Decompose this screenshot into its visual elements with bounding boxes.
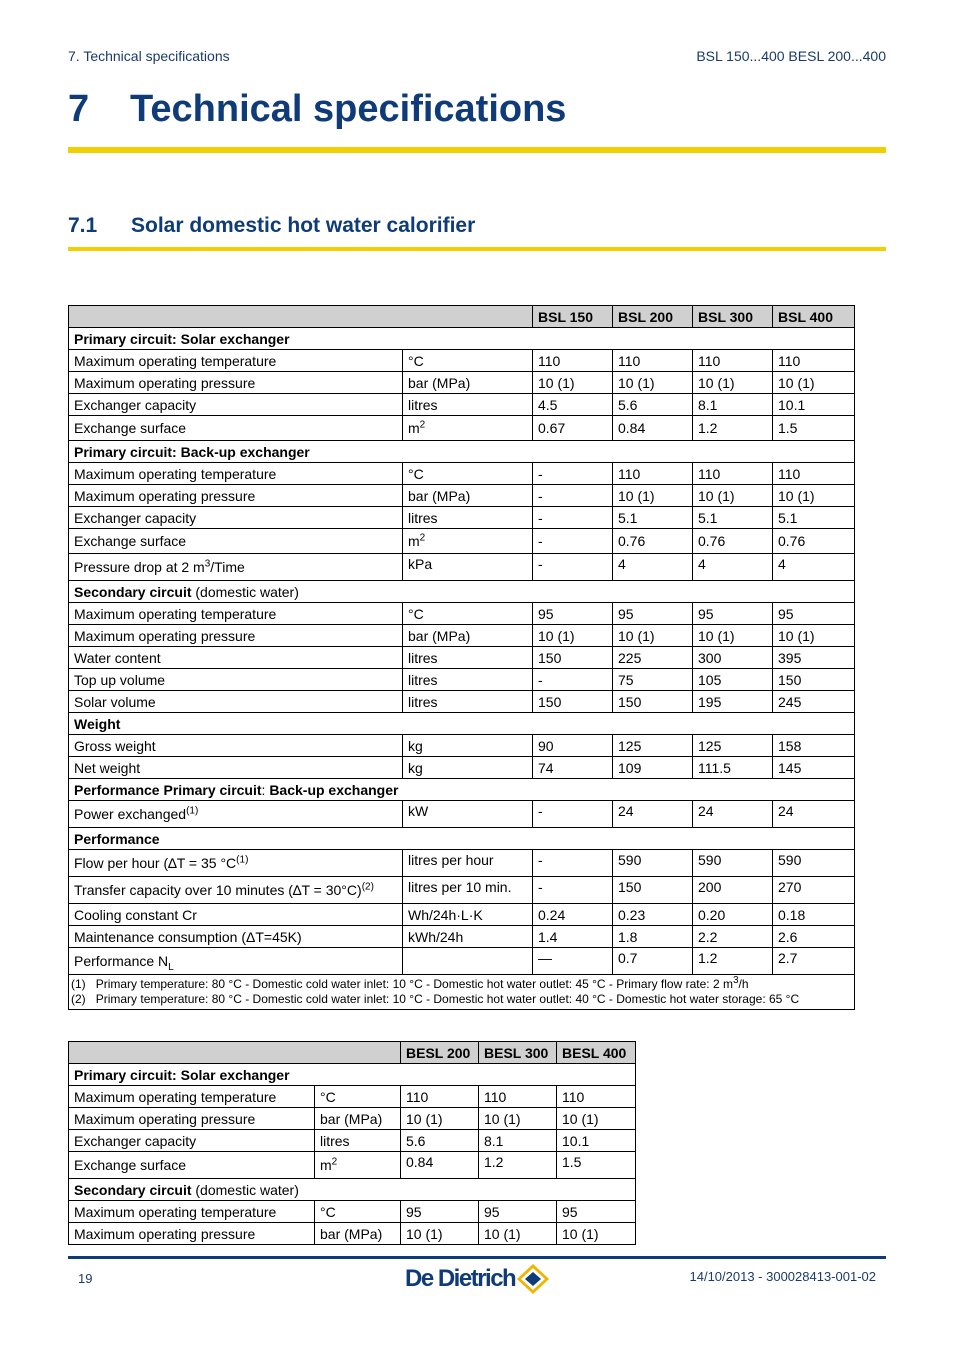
table-row — [69, 1086, 636, 1108]
table-cell: 590 — [613, 850, 693, 877]
table-cell: 5.6 — [613, 394, 693, 416]
table-cell: 0.84 — [401, 1152, 479, 1179]
footnote-ref: (1) — [186, 805, 199, 817]
table-cell: 95 — [693, 603, 773, 625]
table-cell: 75 — [613, 669, 693, 691]
table-cell — [69, 801, 403, 828]
table-cell: Net weight — [69, 757, 403, 779]
table-row — [69, 1108, 636, 1130]
table-cell: 1.8 — [613, 926, 693, 948]
table-cell: Exchanger capacity — [69, 507, 403, 529]
table-cell: 150 — [533, 691, 613, 713]
footnotes-cell — [69, 975, 855, 1010]
table-cell: Maximum operating temperature — [69, 1086, 315, 1108]
table-cell: - — [533, 801, 613, 828]
table-cell: 24 — [773, 801, 855, 828]
table-cell: 8.1 — [479, 1130, 557, 1152]
section-label-c: Back-up exchanger — [269, 781, 399, 798]
section-label-bold: Secondary circuit — [74, 583, 192, 600]
section-label-colon: : — [261, 781, 270, 798]
table-cell: Top up volume — [69, 669, 403, 691]
table-cell — [403, 948, 533, 975]
table-cell: kPa — [403, 554, 533, 581]
delta-symbol: ∆ — [292, 882, 302, 898]
table-row — [69, 926, 855, 948]
table-cell: 10 (1) — [479, 1108, 557, 1130]
table-row — [69, 485, 855, 507]
table-cell: litres — [403, 394, 533, 416]
document-reference: 14/10/2013 - 300028413-001-02 — [689, 1269, 876, 1284]
table-cell: bar (MPa) — [403, 485, 533, 507]
table-cell: 200 — [693, 877, 773, 904]
table-cell: Maximum operating temperature — [69, 463, 403, 485]
section-label: Weight — [69, 713, 855, 735]
table-cell: 109 — [613, 757, 693, 779]
table-cell: - — [533, 463, 613, 485]
table-cell: litres — [403, 669, 533, 691]
table-cell — [69, 850, 403, 877]
table-cell: litres — [403, 647, 533, 669]
label-tail: T = 30°C) — [301, 882, 362, 898]
table-cell: 10 (1) — [693, 625, 773, 647]
table-cell: 10 (1) — [613, 485, 693, 507]
superscript: 2 — [419, 532, 426, 544]
col-header: BESL 200 — [401, 1042, 479, 1064]
table-row — [69, 850, 855, 877]
superscript: 2 — [331, 1156, 338, 1168]
table-row — [69, 372, 855, 394]
table-cell: litres — [403, 507, 533, 529]
section-label-bold: Secondary circuit — [74, 1181, 192, 1198]
table-cell: 110 — [557, 1086, 636, 1108]
header-blank-cell — [69, 1042, 401, 1064]
table-cell: 145 — [773, 757, 855, 779]
footnote-number: (1) — [71, 977, 86, 991]
section-row — [69, 581, 855, 603]
col-header: BESL 300 — [479, 1042, 557, 1064]
table-row — [69, 603, 855, 625]
table-cell: 10 (1) — [693, 372, 773, 394]
table-cell: Maximum operating pressure — [69, 625, 403, 647]
table-cell: °C — [315, 1201, 401, 1223]
table-cell: - — [533, 669, 613, 691]
section-row — [69, 441, 855, 463]
table-cell: 590 — [693, 850, 773, 877]
table-cell: °C — [403, 603, 533, 625]
table-row — [69, 554, 855, 581]
table-cell: Exchange surface — [69, 529, 403, 554]
table-cell: 395 — [773, 647, 855, 669]
table-cell: - — [533, 877, 613, 904]
table-row — [69, 350, 855, 372]
table-row — [69, 1223, 636, 1245]
table-cell: 110 — [773, 463, 855, 485]
table-cell: 0.20 — [693, 904, 773, 926]
table-cell: Exchange surface — [69, 416, 403, 441]
table-cell: 95 — [401, 1201, 479, 1223]
section-row — [69, 779, 855, 801]
table-header-row — [69, 306, 855, 328]
table-cell: 270 — [773, 877, 855, 904]
superscript: 2 — [419, 419, 426, 431]
table-cell: 95 — [533, 603, 613, 625]
table-cell: 110 — [693, 350, 773, 372]
section-label: Primary circuit: Back-up exchanger — [69, 441, 855, 463]
table-cell: 111.5 — [693, 757, 773, 779]
col-header: BSL 200 — [613, 306, 693, 328]
table-cell: Maximum operating temperature — [69, 603, 403, 625]
table-cell: 590 — [773, 850, 855, 877]
section-label-rest: (domestic water) — [191, 1181, 299, 1198]
unit-text: m — [408, 533, 420, 549]
table-cell: - — [533, 507, 613, 529]
table-cell: 10 (1) — [479, 1223, 557, 1245]
running-header-chapter: 7. Technical specifications — [68, 48, 230, 64]
table-cell: 150 — [533, 647, 613, 669]
table-cell: Maximum operating temperature — [69, 350, 403, 372]
table-cell: 0.84 — [613, 416, 693, 441]
table-row — [69, 463, 855, 485]
table-cell: 150 — [773, 669, 855, 691]
table-cell: Maximum operating pressure — [69, 1223, 315, 1245]
table-cell: 195 — [693, 691, 773, 713]
table-cell: 95 — [557, 1201, 636, 1223]
table-cell: 1.2 — [693, 416, 773, 441]
table-cell: 110 — [773, 350, 855, 372]
table-cell — [403, 416, 533, 441]
footnote-text: Primary temperature: 80 °C - Domestic cold water inlet: 10 °C - Domestic hot water outlet: 45 °C - Primary flow rate: 2 m — [95, 977, 733, 991]
table-cell: Exchange surface — [69, 1152, 315, 1179]
table-cell: - — [533, 850, 613, 877]
table-cell: 1.5 — [557, 1152, 636, 1179]
table-cell: bar (MPa) — [403, 372, 533, 394]
footnote-tail: /h — [738, 977, 749, 991]
table-cell: Solar volume — [69, 691, 403, 713]
table-cell: °C — [403, 350, 533, 372]
section-row — [69, 328, 855, 350]
table-cell: 2.6 — [773, 926, 855, 948]
section-heading — [68, 214, 475, 238]
table-cell: 5.1 — [613, 507, 693, 529]
table-cell — [69, 554, 403, 581]
section-row — [69, 713, 855, 735]
table-cell: Maximum operating pressure — [69, 1108, 315, 1130]
table-cell: Gross weight — [69, 735, 403, 757]
section-label — [69, 1179, 636, 1201]
table-cell: Water content — [69, 647, 403, 669]
table-cell: 110 — [533, 350, 613, 372]
table-row — [69, 1201, 636, 1223]
table-cell: 150 — [613, 877, 693, 904]
unit-text: m — [408, 420, 420, 436]
table-cell: Maximum operating pressure — [69, 372, 403, 394]
label-text: Power exchanged — [74, 806, 187, 822]
table-cell: Maximum operating temperature — [69, 1201, 315, 1223]
col-header: BESL 400 — [557, 1042, 636, 1064]
chapter-title: Technical specifications — [130, 88, 567, 130]
table-cell: 10 (1) — [773, 625, 855, 647]
section-row — [69, 1179, 636, 1201]
table-cell: litres per hour — [403, 850, 533, 877]
col-header: BSL 400 — [773, 306, 855, 328]
table-cell: 2.2 — [693, 926, 773, 948]
table-cell: Maximum operating pressure — [69, 485, 403, 507]
footnote-ref: (1) — [236, 854, 249, 866]
table-cell: 1.5 — [773, 416, 855, 441]
superscript: 3 — [732, 975, 739, 986]
table-cell: 10.1 — [557, 1130, 636, 1152]
table-cell: 10 (1) — [773, 372, 855, 394]
table-cell: 0.18 — [773, 904, 855, 926]
chapter-rule — [68, 147, 886, 153]
table-cell: 10.1 — [773, 394, 855, 416]
table-cell: Exchanger capacity — [69, 1130, 315, 1152]
table-cell: 10 (1) — [533, 372, 613, 394]
table-row — [69, 735, 855, 757]
table-cell: 10 (1) — [557, 1223, 636, 1245]
table-cell: 110 — [401, 1086, 479, 1108]
footnotes-row — [69, 975, 855, 1010]
table-cell — [403, 529, 533, 554]
table-cell: 1.4 — [533, 926, 613, 948]
table-cell: 1.2 — [693, 948, 773, 975]
table-cell: 5.1 — [773, 507, 855, 529]
table-cell: 10 (1) — [557, 1108, 636, 1130]
table-cell: litres — [315, 1130, 401, 1152]
table-cell: 4 — [693, 554, 773, 581]
running-header-product: BSL 150...400 BESL 200...400 — [696, 48, 886, 64]
table-cell: - — [533, 554, 613, 581]
footnote-1 — [71, 977, 852, 992]
table-cell: 110 — [613, 463, 693, 485]
footnote-text: Primary temperature: 80 °C - Domestic cold water inlet: 10 °C - Domestic hot water outlet: 40 °C - Domestic hot water storage: 65 °C — [95, 992, 800, 1006]
table-cell: 158 — [773, 735, 855, 757]
table-cell: 90 — [533, 735, 613, 757]
table-cell: bar (MPa) — [403, 625, 533, 647]
col-header: BSL 300 — [693, 306, 773, 328]
bsl-spec-table — [68, 305, 855, 1010]
table-row — [69, 625, 855, 647]
table-cell: 110 — [693, 463, 773, 485]
label-text: Performance N — [74, 953, 169, 969]
table-row — [69, 394, 855, 416]
table-row — [69, 647, 855, 669]
superscript: 3 — [204, 558, 211, 570]
table-cell: kg — [403, 735, 533, 757]
table-cell: 110 — [613, 350, 693, 372]
table-cell: 225 — [613, 647, 693, 669]
table-cell: 10 (1) — [613, 372, 693, 394]
label-tail: T = 35 °C — [176, 855, 237, 871]
section-label: Primary circuit: Solar exchanger — [69, 328, 855, 350]
section-label: Performance — [69, 828, 855, 850]
table-cell: kg — [403, 757, 533, 779]
table-header-row — [69, 1042, 636, 1064]
besl-spec-table — [68, 1041, 636, 1245]
table-cell: 5.1 — [693, 507, 773, 529]
table-cell: 0.7 — [613, 948, 693, 975]
delta-symbol: ∆ — [168, 855, 177, 871]
table-cell: 300 — [693, 647, 773, 669]
table-cell: bar (MPa) — [315, 1223, 401, 1245]
col-header: BSL 150 — [533, 306, 613, 328]
diamond-logo-icon — [515, 1262, 551, 1296]
section-label — [69, 581, 855, 603]
table-cell: Cooling constant Cr — [69, 904, 403, 926]
label-text: Pressure drop at 2 m — [74, 559, 205, 575]
table-cell: 1.2 — [479, 1152, 557, 1179]
section-number: 7.1 — [68, 214, 98, 237]
label-tail: /Time — [210, 559, 245, 575]
table-cell — [69, 948, 403, 975]
page-number: 19 — [78, 1271, 93, 1286]
section-label: Primary circuit: Solar exchanger — [69, 1064, 636, 1086]
table-cell: Exchanger capacity — [69, 394, 403, 416]
table-row — [69, 1130, 636, 1152]
table-cell: 0.23 — [613, 904, 693, 926]
table-row — [69, 904, 855, 926]
table-cell: Wh/24h·L·K — [403, 904, 533, 926]
table-cell: - — [533, 485, 613, 507]
table-cell: 10 (1) — [613, 625, 693, 647]
section-row — [69, 1064, 636, 1086]
label-text: Flow per hour ( — [74, 855, 169, 871]
table-row — [69, 507, 855, 529]
footer-rule — [68, 1256, 886, 1259]
table-cell: kW — [403, 801, 533, 828]
table-row — [69, 691, 855, 713]
section-label-rest: (domestic water) — [191, 583, 299, 600]
table-cell: °C — [315, 1086, 401, 1108]
table-cell: 8.1 — [693, 394, 773, 416]
label-text: Transfer capacity over 10 minutes ( — [74, 882, 293, 898]
table-row — [69, 529, 855, 554]
table-cell: 24 — [693, 801, 773, 828]
section-label-a: Performance Primary circuit — [74, 781, 262, 798]
table-cell: 10 (1) — [693, 485, 773, 507]
table-row — [69, 757, 855, 779]
chapter-number: 7 — [68, 88, 90, 130]
table-cell: 125 — [613, 735, 693, 757]
unit-text: m — [320, 1157, 332, 1173]
table-cell: 0.76 — [773, 529, 855, 554]
table-row — [69, 416, 855, 441]
section-rule — [68, 247, 886, 251]
section-row — [69, 828, 855, 850]
table-cell: 105 — [693, 669, 773, 691]
table-cell: 0.76 — [613, 529, 693, 554]
table-cell: kWh/24h — [403, 926, 533, 948]
table-cell: 125 — [693, 735, 773, 757]
header-blank-cell — [69, 306, 533, 328]
table-cell: 4 — [613, 554, 693, 581]
table-cell: 4.5 — [533, 394, 613, 416]
table-cell: litres — [403, 691, 533, 713]
table-cell: 74 — [533, 757, 613, 779]
brand-logo — [405, 1262, 551, 1296]
table-cell: 2.7 — [773, 948, 855, 975]
table-cell: - — [533, 529, 613, 554]
table-row — [69, 801, 855, 828]
table-cell: 24 — [613, 801, 693, 828]
section-title: Solar domestic hot water calorifier — [131, 214, 476, 237]
subscript: L — [168, 961, 174, 973]
table-cell — [69, 877, 403, 904]
table-cell: 5.6 — [401, 1130, 479, 1152]
table-cell: 110 — [479, 1086, 557, 1108]
table-cell: 95 — [479, 1201, 557, 1223]
table-row — [69, 1152, 636, 1179]
table-cell: 10 (1) — [401, 1108, 479, 1130]
footnote-number: (2) — [71, 992, 86, 1006]
table-cell: 0.24 — [533, 904, 613, 926]
table-cell: 10 (1) — [773, 485, 855, 507]
table-cell: 245 — [773, 691, 855, 713]
chapter-heading — [68, 88, 886, 131]
table-cell: 0.67 — [533, 416, 613, 441]
table-cell — [315, 1152, 401, 1179]
footnote-2 — [71, 992, 852, 1007]
table-cell: bar (MPa) — [315, 1108, 401, 1130]
section-label — [69, 779, 855, 801]
table-cell: litres per 10 min. — [403, 877, 533, 904]
table-cell: — — [533, 948, 613, 975]
table-row — [69, 669, 855, 691]
table-cell: 10 (1) — [401, 1223, 479, 1245]
table-row — [69, 877, 855, 904]
table-row — [69, 948, 855, 975]
table-cell: Maintenance consumption (ΔT=45K) — [69, 926, 403, 948]
table-cell: 4 — [773, 554, 855, 581]
table-cell: 0.76 — [693, 529, 773, 554]
table-cell: 10 (1) — [533, 625, 613, 647]
table-cell: 95 — [773, 603, 855, 625]
footnote-ref: (2) — [361, 881, 374, 893]
table-cell: 150 — [613, 691, 693, 713]
table-cell: 95 — [613, 603, 693, 625]
table-cell: °C — [403, 463, 533, 485]
brand-logo-text: De Dietrich — [405, 1265, 516, 1292]
